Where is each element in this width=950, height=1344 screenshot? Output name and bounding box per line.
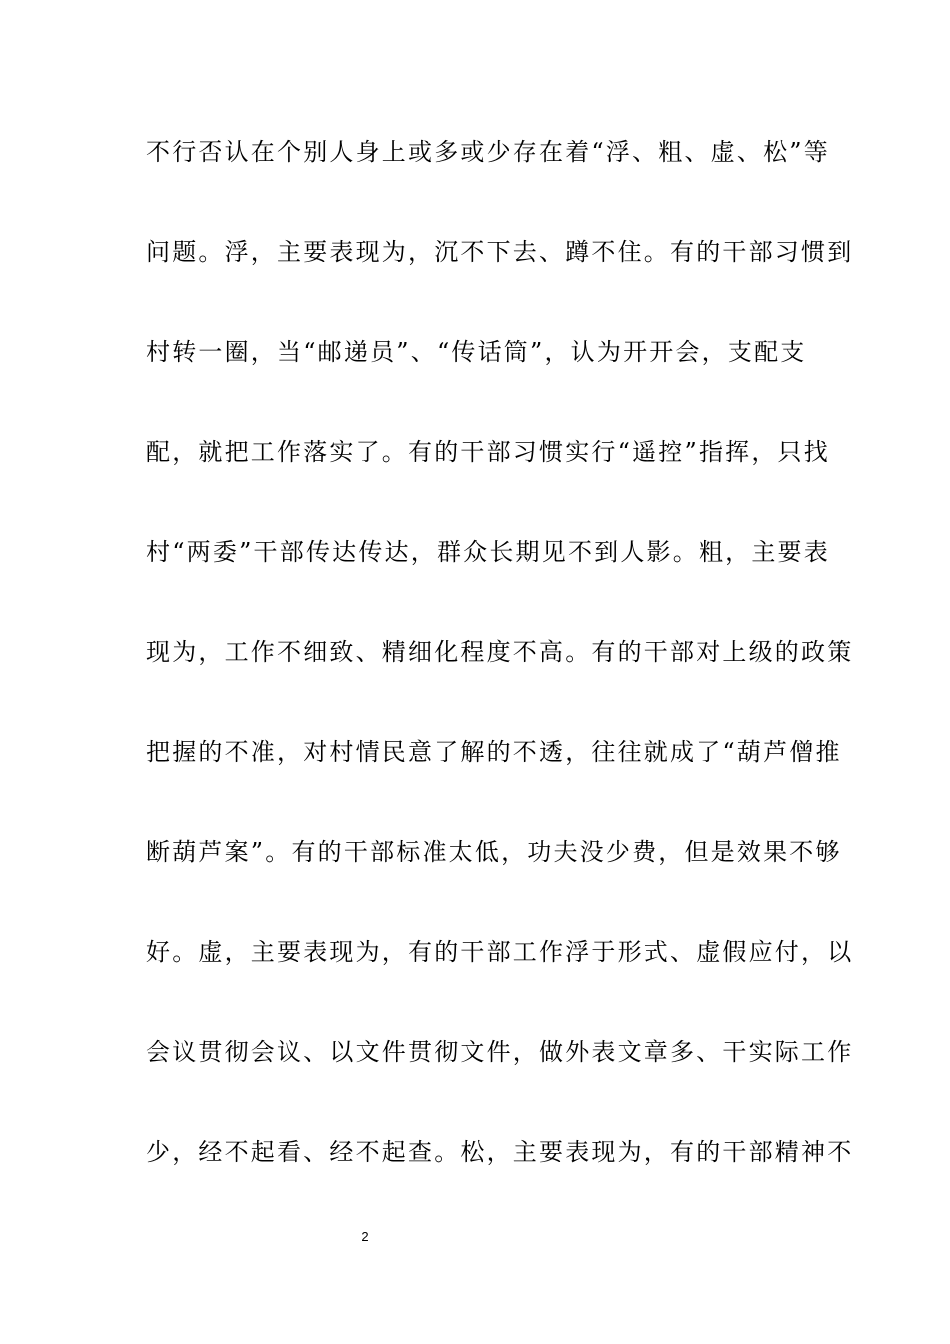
page-number: 2 bbox=[361, 1229, 369, 1244]
text-line: 配，就把工作落实了。有的干部习惯实行“遥控”指挥，只找 bbox=[146, 438, 830, 466]
text-line: 村“两委”干部传达传达，群众长期见不到人影。粗，主要表 bbox=[146, 538, 830, 566]
text-line: 不行否认在个别人身上或多或少存在着“浮、粗、虚、松”等 bbox=[146, 138, 830, 166]
body-text bbox=[146, 132, 854, 1232]
text-line: 问题。浮，主要表现为，沉不下去、蹲不住。有的干部习惯到 bbox=[146, 238, 854, 266]
text-line: 把握的不准，对村情民意了解的不透，往往就成了“葫芦僧推 bbox=[146, 738, 842, 766]
text-line: 现为，工作不细致、精细化程度不高。有的干部对上级的政策 bbox=[146, 638, 854, 666]
text-line: 断葫芦案”。有的干部标准太低，功夫没少费，但是效果不够 bbox=[146, 838, 842, 866]
text-line: 会议贯彻会议、以文件贯彻文件，做外表文章多、干实际工作 bbox=[146, 1038, 854, 1066]
text-line: 村转一圈，当“邮递员”、“传话筒”，认为开开会，支配支 bbox=[146, 338, 807, 366]
text-line: 好。虚，主要表现为，有的干部工作浮于形式、虚假应付，以 bbox=[146, 938, 854, 966]
text-line: 少，经不起看、经不起查。松，主要表现为，有的干部精神不 bbox=[146, 1138, 854, 1166]
